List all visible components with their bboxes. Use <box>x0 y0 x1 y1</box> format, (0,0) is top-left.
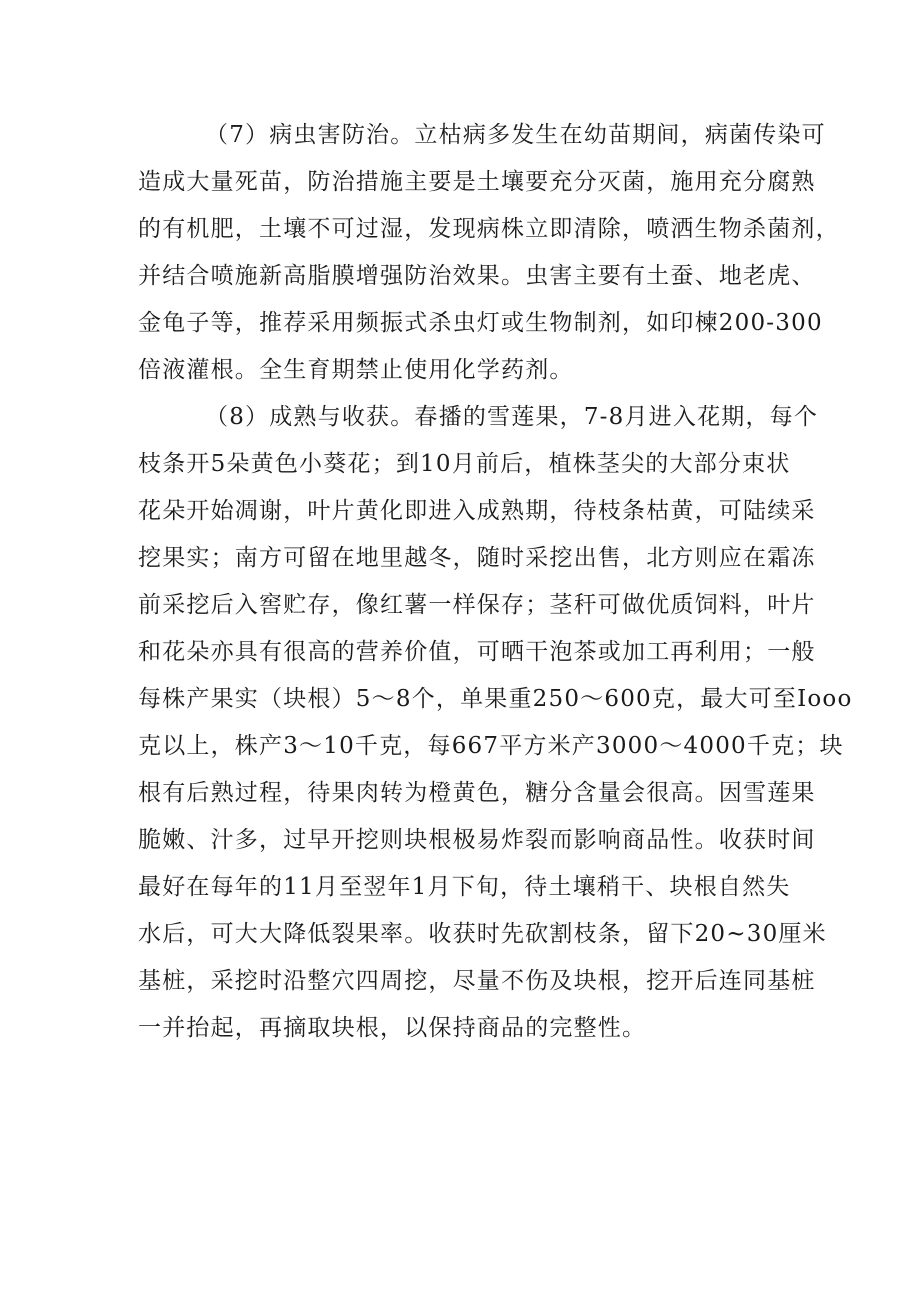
text-line: 倍液灌根。全生育期禁止使用化学药剂。 <box>138 357 574 383</box>
text-line: 前采挖后入窖贮存，像红薯一样保存；茎秆可做优质饲料，叶片 <box>138 592 816 618</box>
text-line: 花朵开始凋谢，叶片黄化即进入成熟期，待枝条枯黄，可陆续采 <box>138 498 816 524</box>
text-line: 一并抬起，再摘取块根，以保持商品的完整性。 <box>138 1015 647 1041</box>
document-body <box>138 112 853 1052</box>
text-line: 造成大量死苗，防治措施主要是土壤要充分灭菌，施用充分腐熟 <box>138 169 816 195</box>
text-line: （7）病虫害防治。立枯病多发生在幼苗期间，病菌传染可 <box>205 122 826 148</box>
paragraph-harvest <box>138 394 853 1052</box>
paragraph-pest-control <box>138 112 840 394</box>
text-line: 根有后熟过程，待果肉转为橙黄色，糖分含量会很高。因雪莲果 <box>138 780 816 806</box>
text-line: 脆嫩、汁多，过早开挖则块根极易炸裂而影响商品性。收获时间 <box>138 827 816 853</box>
text-line: 的有机肥，土壤不可过湿，发现病株立即清除，喷洒生物杀菌剂， <box>138 216 840 242</box>
text-line: 基桩，采挖时沿整穴四周挖，尽量不伤及块根，挖开后连同基桩 <box>138 968 816 994</box>
text-line: 并结合喷施新高脂膜增强防治效果。虫害主要有土蚕、地老虎、 <box>138 263 816 289</box>
text-line: 克以上，株产3～10千克，每667平方米产3000～4000千克；块 <box>138 733 844 759</box>
text-line: （8）成熟与收获。春播的雪莲果，7-8月进入花期，每个 <box>205 404 819 430</box>
text-line: 和花朵亦具有很高的营养价值，可晒干泡茶或加工再利用；一般 <box>138 639 816 665</box>
text-line: 最好在每年的11月至翌年1月下旬，待土壤稍干、块根自然失 <box>138 874 791 900</box>
text-line: 每株产果实（块根）5～8个，单果重250～600克，最大可至Iooo <box>138 686 853 712</box>
text-line: 枝条开5朵黄色小葵花；到10月前后，植株茎尖的大部分束状 <box>138 451 791 477</box>
text-line: 挖果实；南方可留在地里越冬，随时采挖出售，北方则应在霜冻 <box>138 545 816 571</box>
text-line: 金龟子等，推荐采用频振式杀虫灯或生物制剂，如印楝200-300 <box>138 310 823 336</box>
text-line: 水后，可大大降低裂果率。收获时先砍割枝条，留下20~30厘米 <box>138 921 827 947</box>
